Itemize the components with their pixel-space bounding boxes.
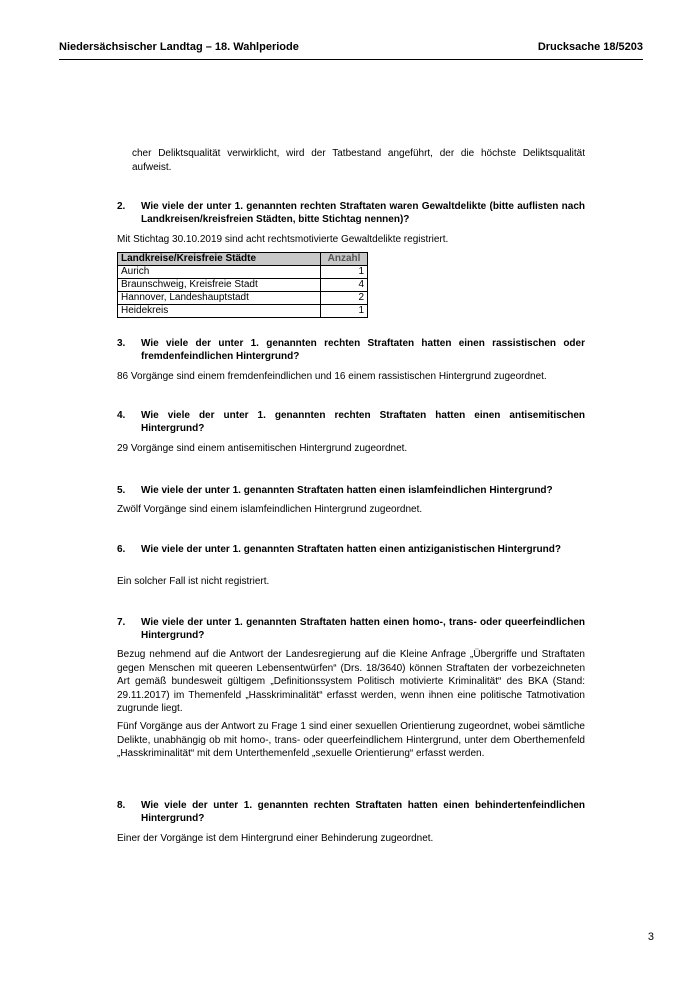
answer-7-paragraph-1: Bezug nehmend auf die Antwort der Landesregierung auf die Kleine Anfrage „Übergriffe und Straftaten gegen Menschen mit queeren Lebensentwürfen“ (Drs. 18/3640) können Straftaten der vorbezeichneten Art gemäß bundesweit gültigem „Definitionssystem Politisch motivierte Kriminalität“ des BKA (Stand: 29.11.2017) im Themenfeld „Hasskriminalität“ erfasst werden, wenn ihnen eine politische Tatmotivation zugrunde liegt.: [117, 649, 585, 714]
question-8-text: Wie viele der unter 1. genannten rechten Straftaten hatten einen behindertenfeindlichen Hintergrund?: [141, 800, 585, 824]
table-cell-count: 2: [321, 292, 368, 305]
table-cell-district: Heidekreis: [118, 305, 321, 318]
question-7: [117, 616, 585, 642]
answer-4: 29 Vorgänge sind einem antisemitischen Hintergrund zugeordnet.: [117, 443, 408, 454]
districts-table: [117, 252, 368, 318]
table-row: [118, 305, 368, 318]
question-6-number: 6.: [117, 544, 126, 555]
table-header-row: [118, 253, 368, 266]
question-2: [117, 200, 585, 226]
table-cell-count: 1: [321, 266, 368, 279]
table-row: [118, 279, 368, 292]
table-row: [118, 292, 368, 305]
question-3: [117, 337, 585, 363]
question-2-text: Wie viele der unter 1. genannten rechten Straftaten waren Gewaltdelikte (bitte auflisten nach Landkreisen/kreisfreien Städten, bitte Stichtag nennen)?: [141, 201, 585, 225]
table-cell-district: Aurich: [118, 266, 321, 279]
question-8: [117, 799, 585, 825]
question-7-number: 7.: [117, 617, 126, 628]
answer-6: Ein solcher Fall ist nicht registriert.: [117, 576, 270, 587]
header-parliament: Niedersächsischer Landtag – 18. Wahlperiode: [59, 41, 299, 53]
question-7-text: Wie viele der unter 1. genannten Straftaten hatten einen homo-, trans- oder queerfeindlichen Hintergrund?: [141, 617, 585, 641]
answer-2: Mit Stichtag 30.10.2019 sind acht rechtsmotivierte Gewaltdelikte registriert.: [117, 234, 449, 245]
question-6-text: Wie viele der unter 1. genannten Straftaten hatten einen antiziganistischen Hintergrund?: [141, 544, 561, 555]
question-5: [117, 484, 585, 497]
answer-8: Einer der Vorgänge ist dem Hintergrund einer Behinderung zugeordnet.: [117, 833, 434, 844]
question-6: [117, 543, 585, 556]
question-5-number: 5.: [117, 485, 126, 496]
question-5-text: Wie viele der unter 1. genannten Straftaten hatten einen islamfeindlichen Hintergrund?: [141, 485, 553, 496]
header-document-number: Drucksache 18/5203: [537, 41, 643, 53]
table-row: [118, 266, 368, 279]
table-header-district: Landkreise/Kreisfreie Städte: [118, 253, 321, 266]
page-number: 3: [647, 931, 654, 943]
table-cell-district: Braunschweig, Kreisfreie Stadt: [118, 279, 321, 292]
answer-7-paragraph-2: Fünf Vorgänge aus der Antwort zu Frage 1 sind einer sexuellen Orientierung zugeordnet, wobei sämtliche Delikte, unabhängig ob mit homo-, trans- oder queerfeindlichem Hintergrund, unter dem Oberthemenfeld „Hasskriminalität“ mit dem Unterthemenfeld „sexuelle Orientierung“ erfasst werden.: [117, 721, 585, 759]
table-cell-count: 4: [321, 279, 368, 292]
question-8-number: 8.: [117, 800, 126, 811]
table-cell-count: 1: [321, 305, 368, 318]
page-header: [59, 37, 643, 60]
question-4: [117, 409, 585, 435]
table-header-count: Anzahl: [321, 253, 368, 266]
intro-continuation: cher Deliktsqualität verwirklicht, wird der Tatbestand angeführt, der die höchste Deliktsqualität aufweist.: [132, 148, 585, 173]
answer-5: Zwölf Vorgänge sind einem islamfeindlichen Hintergrund zugeordnet.: [117, 504, 423, 515]
question-4-number: 4.: [117, 410, 126, 421]
question-3-number: 3.: [117, 338, 126, 349]
question-2-number: 2.: [117, 201, 126, 212]
question-3-text: Wie viele der unter 1. genannten rechten Straftaten hatten einen rassistischen oder fremdenfeindlichen Hintergrund?: [141, 338, 585, 362]
question-4-text: Wie viele der unter 1. genannten rechten Straftaten hatten einen antisemitischen Hintergrund?: [141, 410, 585, 434]
table-cell-district: Hannover, Landeshauptstadt: [118, 292, 321, 305]
answer-3: 86 Vorgänge sind einem fremdenfeindlichen und 16 einem rassistischen Hintergrund zugeordnet.: [117, 371, 547, 382]
